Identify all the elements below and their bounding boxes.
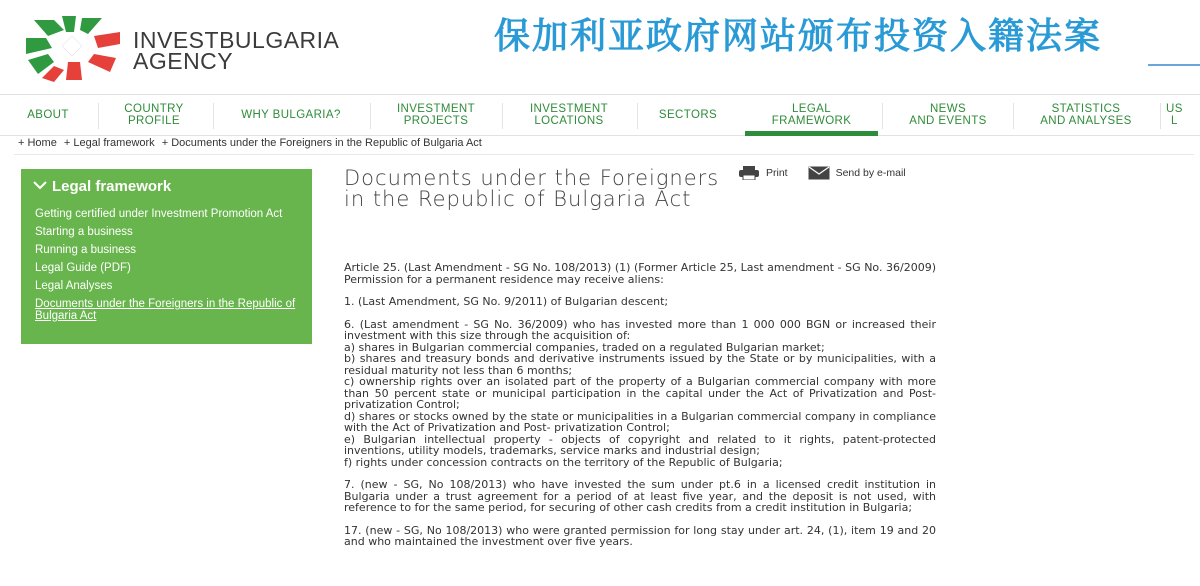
sidebar-item-investment-promotion[interactable]: Getting certified under Investment Promotion Act (35, 208, 283, 220)
breadcrumb-legal-framework[interactable]: + Legal framework (63, 137, 155, 149)
breadcrumb (18, 137, 486, 149)
nav-divider (213, 103, 214, 129)
nav-divider (98, 103, 99, 129)
nav-country-profile[interactable]: COUNTRY PROFILE (124, 103, 184, 127)
sidebar (21, 169, 312, 344)
email-button[interactable] (808, 166, 906, 180)
para-6: 6. (Last amendment - SG No. 36/2009) who has invested more than 1 000 000 BGN or increased their investment with this size through the acquisition of: (344, 317, 936, 342)
list-item-c: c) ownership rights over an isolated part of the property of a Bulgarian commercial company with more than 50 percent state or municipal participation in the capital under the Act of Privatization and Post- privatization Control; (344, 375, 936, 411)
para-intro: Article 25. (Last Amendment - SG No. 108/2013) (1) (Former Article 25, Last amendment - SG No. 36/2009) Permission for a permanent residence may receive aliens: (344, 261, 936, 286)
logo-wordmark[interactable] (133, 27, 340, 74)
breadcrumb-current: + Documents under the Foreigners in the Republic of Bulgaria Act (161, 137, 482, 149)
nav-about[interactable]: ABOUT (27, 109, 69, 121)
list-item-d: d) shares or stocks owned by the state or municipalities in a Bulgarian commercial company in compliance with the Act of Privatization and Post- privatization Control; (344, 409, 936, 434)
breadcrumb-divider (14, 154, 1194, 155)
site-header (0, 0, 1200, 92)
nav-statistics-and-analyses[interactable]: STATISTICS AND ANALYSES (1040, 103, 1132, 127)
header-underline-fragment (1148, 64, 1200, 66)
email-label: Send by e-mail (835, 167, 906, 179)
nav-legal-framework[interactable]: LEGAL FRAMEWORK (745, 95, 878, 135)
chevron-down-icon (33, 178, 47, 193)
logo-line-1: INVESTBULGARIA (133, 27, 340, 53)
sidebar-header[interactable] (33, 178, 171, 195)
envelope-icon (808, 166, 830, 180)
sidebar-menu (35, 209, 300, 329)
nav-divider (1013, 103, 1014, 129)
nav-investment-projects[interactable]: INVESTMENT PROJECTS (396, 103, 476, 127)
nav-investment-locations[interactable]: INVESTMENT LOCATIONS (529, 103, 609, 127)
list-item-f: f) rights under concession contracts on the territory of the Republic of Bulgaria; (344, 455, 783, 469)
breadcrumb-home[interactable]: + Home (18, 137, 57, 149)
nav-divider (1160, 103, 1161, 129)
main-navigation (0, 94, 1200, 136)
nav-divider (637, 103, 638, 129)
nav-why-bulgaria[interactable]: WHY BULGARIA? (241, 109, 341, 121)
banner-title: 保加利亚政府网站颁布投资入籍法案 (494, 16, 1103, 57)
list-item-b: b) shares and treasury bonds and derivative instruments issued by the State or by municipalities, with a residual maturity not less than 6 months; (344, 352, 936, 377)
list-item-a: a) shares in Bulgarian commercial companies, traded on a regulated Bulgarian market; (344, 340, 825, 354)
page-tools (738, 166, 926, 180)
sidebar-item-legal-analyses[interactable]: Legal Analyses (35, 280, 113, 292)
article-content (344, 262, 936, 559)
sidebar-item-running-business[interactable]: Running a business (35, 244, 137, 256)
sidebar-item-legal-guide[interactable]: Legal Guide (PDF) (35, 262, 131, 274)
nav-divider (882, 103, 883, 129)
investbulgaria-logo-icon[interactable] (24, 14, 124, 82)
para-7: 7. (new - SG, No 108/2013) who have invested the sum under pt.6 in a licensed credit institution in Bulgaria under a trust agreement for a period of at least five year, and the deposit is not used, with reference to for the same period, for securing of other cash credits from a credit institution in Bulgaria; (344, 478, 936, 514)
sidebar-title: Legal framework (52, 178, 172, 195)
list-item-e: e) Bulgarian intellectual property - objects of copyright and related to it rights, patent-protected inventions, utility models, trademarks, service marks and industrial design; (344, 432, 936, 457)
sidebar-item-foreigners-act[interactable]: Documents under the Foreigners in the Republic of Bulgaria Act (35, 298, 296, 322)
print-button[interactable] (738, 166, 788, 180)
printer-icon (738, 166, 760, 180)
page-title: Documents under the Foreigners in the Republic of Bulgaria Act (344, 166, 720, 211)
nav-divider (370, 103, 371, 129)
para-1: 1. (Last Amendment, SG No. 9/2011) of Bulgarian descent; (344, 295, 669, 308)
nav-us-truncated[interactable]: US L (1166, 103, 1183, 127)
nav-news-and-events[interactable]: NEWS AND EVENTS (909, 103, 987, 127)
nav-sectors[interactable]: SECTORS (658, 109, 718, 121)
nav-divider (502, 103, 503, 129)
para-6-block (344, 319, 936, 469)
sidebar-item-starting-business[interactable]: Starting a business (35, 226, 133, 238)
print-label: Print (766, 167, 788, 179)
para-17: 17. (new - SG, No 108/2013) who were granted permission for long stay under art. 24, (1), item 19 and 20 and who maintained the investment over five years. (344, 523, 936, 548)
logo-line-2: AGENCY (133, 48, 234, 74)
